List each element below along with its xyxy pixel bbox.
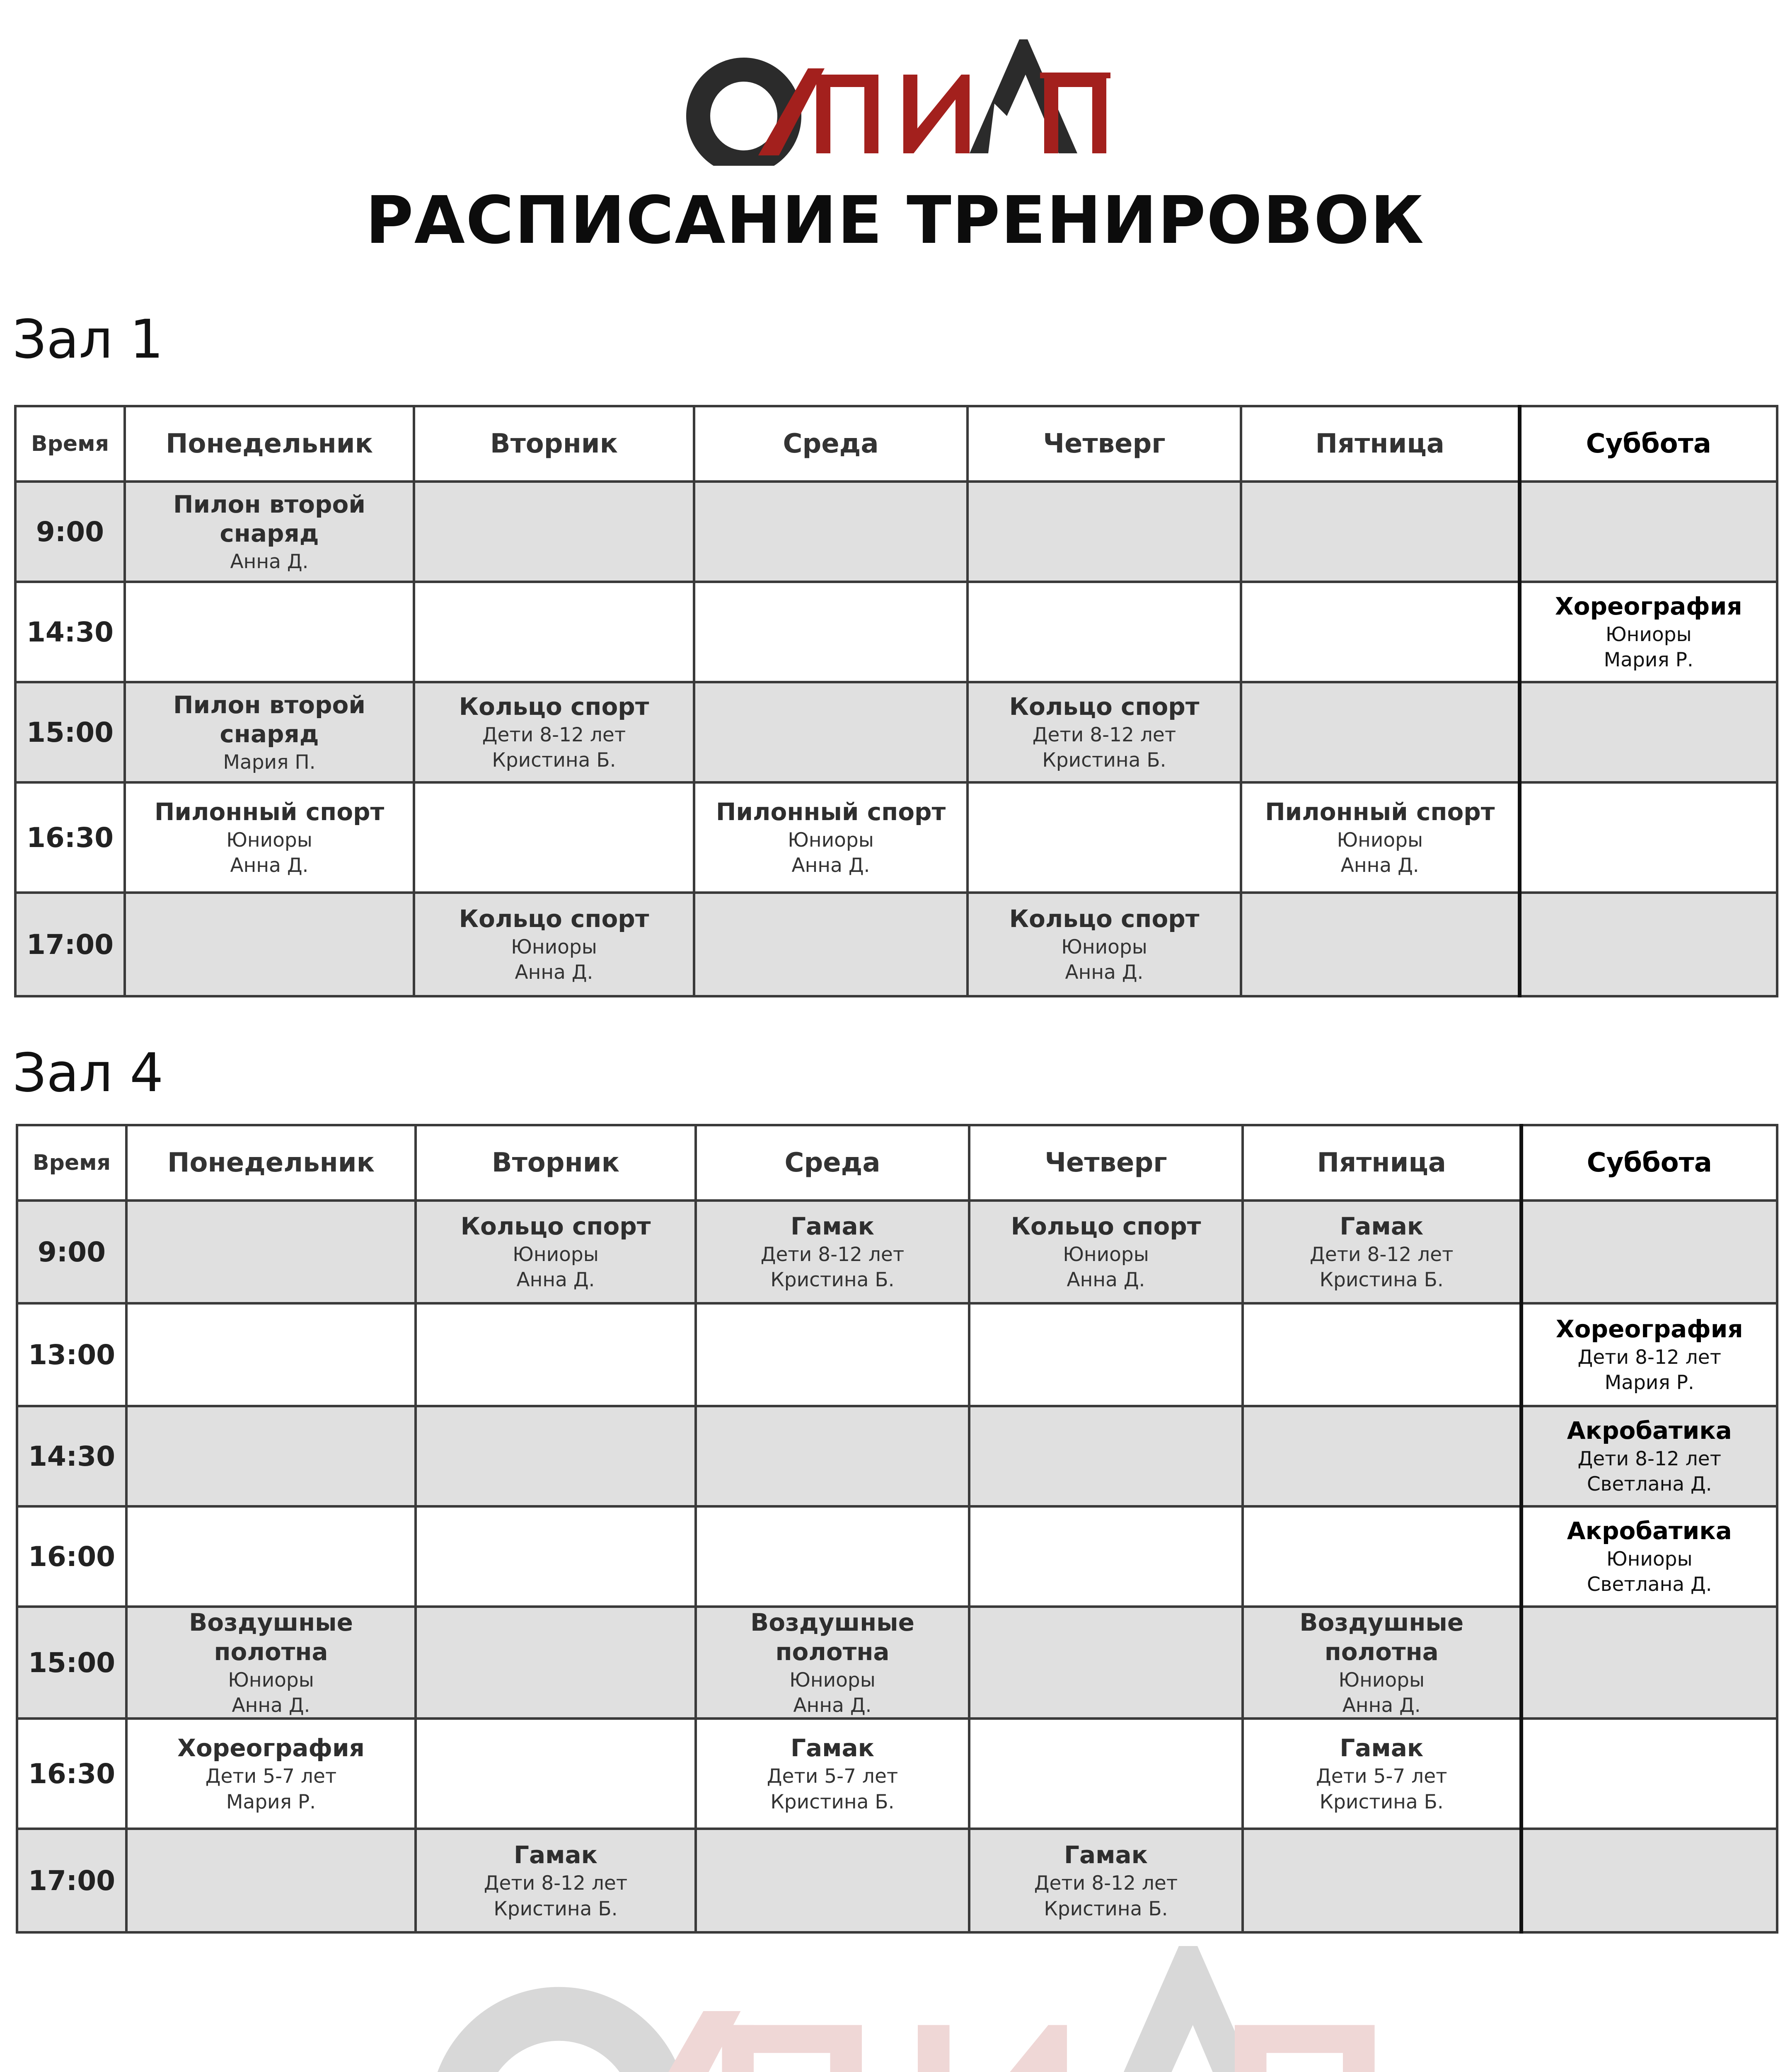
class-name: Хореография xyxy=(1555,592,1742,621)
table-row xyxy=(17,1201,1777,1303)
schedule-cell xyxy=(126,1829,416,1932)
schedule-cell xyxy=(1243,1406,1521,1506)
schedule-cell xyxy=(125,582,414,682)
schedule-cell xyxy=(969,1506,1243,1607)
class-group: Дети 5-7 лет xyxy=(767,1765,898,1788)
table-row xyxy=(17,1829,1777,1932)
header-time: Время xyxy=(17,1125,126,1201)
time-cell: 13:00 xyxy=(17,1303,126,1406)
class-entry xyxy=(701,1608,964,1717)
time-cell: 17:00 xyxy=(15,893,125,996)
schedule-cell xyxy=(126,1719,416,1829)
class-name: Хореография xyxy=(177,1734,365,1762)
class-entry xyxy=(132,1608,410,1717)
schedule-cell xyxy=(414,893,694,996)
class-group: Дети 8-12 лет xyxy=(1032,724,1176,747)
header-tuesday: Вторник xyxy=(414,406,694,482)
class-group: Дети 8-12 лет xyxy=(482,724,626,747)
schedule-cell xyxy=(416,1829,696,1932)
class-name: Пилонный спорт xyxy=(154,798,385,826)
class-entry xyxy=(973,692,1236,772)
hall-4-schedule-table xyxy=(16,1124,1778,1934)
class-trainer: Анна Д. xyxy=(230,550,309,574)
class-group: Юниоры xyxy=(1605,623,1692,646)
schedule-cell xyxy=(1243,1607,1521,1719)
olimp-logo-watermark-mark xyxy=(414,1923,1384,2072)
class-trainer: Кристина Б. xyxy=(770,1790,895,1813)
table-row xyxy=(15,582,1777,682)
schedule-cell xyxy=(694,482,968,582)
class-name: Кольцо спорт xyxy=(459,692,649,721)
class-trainer: Анна Д. xyxy=(793,1694,872,1717)
schedule-cell xyxy=(969,1719,1243,1829)
class-trainer: Анна Д. xyxy=(230,854,309,877)
schedule-cell xyxy=(1521,1829,1777,1932)
schedule-cell xyxy=(968,582,1241,682)
header-thursday: Четверг xyxy=(968,406,1241,482)
schedule-cell xyxy=(1241,682,1519,782)
time-cell: 15:00 xyxy=(15,682,125,782)
table-row xyxy=(15,482,1777,582)
class-group: Дети 8-12 лет xyxy=(484,1872,628,1895)
class-name: Гамак xyxy=(1340,1734,1424,1762)
class-entry xyxy=(701,1212,964,1292)
schedule-cell xyxy=(416,1607,696,1719)
schedule-cell xyxy=(969,1303,1243,1406)
class-group: Юниоры xyxy=(789,1668,876,1692)
time-cell: 14:30 xyxy=(15,582,125,682)
schedule-cell xyxy=(696,1406,969,1506)
schedule-cell xyxy=(1243,1719,1521,1829)
class-trainer: Кристина Б. xyxy=(1042,749,1166,772)
table-row xyxy=(15,893,1777,996)
schedule-cell xyxy=(1521,1506,1777,1607)
class-name: Хореография xyxy=(1555,1315,1743,1343)
schedule-cell xyxy=(694,582,968,682)
schedule-cell xyxy=(969,1201,1243,1303)
class-name: Воздушные полотна xyxy=(750,1608,914,1666)
class-group: Юниоры xyxy=(1606,1548,1693,1571)
schedule-cell xyxy=(416,1719,696,1829)
class-entry xyxy=(1527,1416,1772,1496)
class-trainer: Кристина Б. xyxy=(1319,1268,1444,1292)
class-trainer: Анна Д. xyxy=(516,1268,595,1292)
time-cell: 15:00 xyxy=(17,1607,126,1719)
class-name: Воздушные полотна xyxy=(189,1608,353,1666)
schedule-cell xyxy=(126,1506,416,1607)
brand-logo-watermark xyxy=(414,1923,1384,2072)
time-cell: 14:30 xyxy=(17,1406,126,1506)
table-row xyxy=(15,682,1777,782)
schedule-cell xyxy=(416,1201,696,1303)
schedule-cell xyxy=(969,1406,1243,1506)
time-cell: 9:00 xyxy=(15,482,125,582)
class-name: Пилонный спорт xyxy=(1265,798,1495,826)
schedule-cell xyxy=(126,1607,416,1719)
class-name: Гамак xyxy=(790,1734,874,1762)
class-entry xyxy=(1527,1314,1772,1394)
page-title: РАСПИСАНИЕ ТРЕНИРОВОК xyxy=(365,182,1425,259)
schedule-cell xyxy=(968,482,1241,582)
class-trainer: Анна Д. xyxy=(1067,1268,1145,1292)
header-thursday: Четверг xyxy=(969,1125,1243,1201)
schedule-cell xyxy=(1241,782,1519,893)
schedule-cell xyxy=(125,893,414,996)
class-entry xyxy=(421,1212,690,1292)
table-row xyxy=(17,1303,1777,1406)
class-entry xyxy=(973,904,1236,984)
schedule-cell xyxy=(696,1829,969,1932)
schedule-cell xyxy=(1241,893,1519,996)
schedule-cell xyxy=(1521,1406,1777,1506)
schedule-cell xyxy=(696,1719,969,1829)
class-entry xyxy=(1246,797,1514,877)
class-entry xyxy=(1526,592,1772,672)
schedule-cell xyxy=(694,893,968,996)
schedule-cell xyxy=(414,682,694,782)
schedule-cell xyxy=(414,482,694,582)
class-entry xyxy=(1527,1516,1772,1596)
schedule-cell xyxy=(968,782,1241,893)
table-header-row xyxy=(17,1125,1777,1201)
class-name: Кольцо спорт xyxy=(459,905,649,933)
class-trainer: Кристина Б. xyxy=(1044,1897,1168,1920)
header-friday: Пятница xyxy=(1243,1125,1521,1201)
schedule-cell xyxy=(416,1303,696,1406)
schedule-cell xyxy=(1241,582,1519,682)
class-group: Дети 8-12 лет xyxy=(1577,1346,1721,1369)
class-name: Воздушные полотна xyxy=(1299,1608,1464,1666)
class-name: Кольцо спорт xyxy=(1011,1212,1201,1241)
schedule-cell xyxy=(694,782,968,893)
schedule-cell xyxy=(969,1829,1243,1932)
class-entry xyxy=(699,797,962,877)
class-trainer: Анна Д. xyxy=(1342,1694,1421,1717)
schedule-cell xyxy=(1243,1829,1521,1932)
class-entry xyxy=(132,1733,410,1813)
class-name: Акробатика xyxy=(1567,1517,1732,1545)
class-group: Юниоры xyxy=(513,1243,599,1266)
class-group: Дети 8-12 лет xyxy=(1034,1872,1178,1895)
header-wednesday: Среда xyxy=(694,406,968,482)
schedule-cell xyxy=(126,1406,416,1506)
class-trainer: Анна Д. xyxy=(1065,961,1144,984)
schedule-cell xyxy=(696,1303,969,1406)
time-cell: 16:00 xyxy=(17,1506,126,1607)
schedule-cell xyxy=(969,1607,1243,1719)
header-monday: Понедельник xyxy=(126,1125,416,1201)
class-entry xyxy=(1248,1608,1515,1717)
class-group: Юниоры xyxy=(1061,936,1147,959)
time-cell: 16:30 xyxy=(17,1719,126,1829)
class-group: Юниоры xyxy=(1338,1668,1425,1692)
class-name: Пилон второй снаряд xyxy=(173,490,365,548)
schedule-cell xyxy=(414,582,694,682)
table-row xyxy=(15,782,1777,893)
schedule-cell xyxy=(1519,582,1777,682)
class-group: Дети 8-12 лет xyxy=(760,1243,905,1266)
schedule-cell xyxy=(1521,1201,1777,1303)
table-header-row xyxy=(15,406,1777,482)
class-trainer: Кристина Б. xyxy=(1319,1790,1444,1813)
class-trainer: Мария П. xyxy=(223,751,316,774)
class-name: Кольцо спорт xyxy=(1009,692,1200,721)
header-saturday: Суббота xyxy=(1521,1125,1777,1201)
class-trainer: Светлана Д. xyxy=(1587,1573,1712,1596)
schedule-cell xyxy=(416,1406,696,1506)
schedule-cell xyxy=(1521,1607,1777,1719)
table-row xyxy=(17,1607,1777,1719)
header-tuesday: Вторник xyxy=(416,1125,696,1201)
header-friday: Пятница xyxy=(1241,406,1519,482)
olimp-logo-mark xyxy=(680,29,1110,166)
header-time: Время xyxy=(15,406,125,482)
class-group: Юниоры xyxy=(788,829,874,852)
schedule-cell xyxy=(696,1506,969,1607)
class-name: Гамак xyxy=(1064,1841,1148,1869)
schedule-cell xyxy=(1241,482,1519,582)
time-cell: 17:00 xyxy=(17,1829,126,1932)
class-group: Дети 5-7 лет xyxy=(1316,1765,1447,1788)
schedule-cell xyxy=(125,782,414,893)
class-group: Дети 5-7 лет xyxy=(205,1765,337,1788)
hall-1-schedule-table xyxy=(14,405,1778,997)
schedule-cell xyxy=(1519,782,1777,893)
class-group: Юниоры xyxy=(1337,829,1423,852)
schedule-cell xyxy=(696,1201,969,1303)
class-name: Акробатика xyxy=(1567,1416,1732,1445)
class-group: Юниоры xyxy=(511,936,597,959)
class-group: Юниоры xyxy=(228,1668,314,1692)
class-name: Кольцо спорт xyxy=(1009,905,1200,933)
hall-4-title: Зал 4 xyxy=(12,1042,164,1104)
class-name: Пилонный спорт xyxy=(716,798,946,826)
class-group: Юниоры xyxy=(1063,1243,1149,1266)
class-entry xyxy=(421,1840,690,1920)
header-saturday: Суббота xyxy=(1519,406,1777,482)
class-entry xyxy=(419,692,689,772)
class-entry xyxy=(975,1840,1237,1920)
schedule-cell xyxy=(126,1303,416,1406)
class-trainer: Анна Д. xyxy=(232,1694,310,1717)
schedule-cell xyxy=(125,682,414,782)
class-trainer: Кристина Б. xyxy=(493,1897,618,1920)
class-trainer: Мария Р. xyxy=(1604,649,1693,672)
class-trainer: Анна Д. xyxy=(1340,854,1419,877)
class-entry xyxy=(1248,1733,1515,1813)
schedule-cell xyxy=(1521,1719,1777,1829)
table-row xyxy=(17,1406,1777,1506)
class-trainer: Светлана Д. xyxy=(1587,1473,1712,1496)
schedule-cell xyxy=(416,1506,696,1607)
brand-logo xyxy=(680,29,1110,166)
class-group: Юниоры xyxy=(226,829,312,852)
schedule-cell xyxy=(1243,1201,1521,1303)
class-trainer: Мария Р. xyxy=(226,1790,316,1813)
schedule-cell xyxy=(125,482,414,582)
header-monday: Понедельник xyxy=(125,406,414,482)
schedule-cell xyxy=(414,782,694,893)
table-row xyxy=(17,1506,1777,1607)
class-entry xyxy=(975,1212,1237,1292)
class-entry xyxy=(419,904,689,984)
class-name: Пилон второй снаряд xyxy=(173,690,365,748)
class-trainer: Анна Д. xyxy=(515,961,593,984)
class-entry xyxy=(130,490,409,574)
time-cell: 16:30 xyxy=(15,782,125,893)
class-group: Дети 8-12 лет xyxy=(1310,1243,1454,1266)
schedule-cell xyxy=(696,1607,969,1719)
schedule-cell xyxy=(126,1201,416,1303)
header-wednesday: Среда xyxy=(696,1125,969,1201)
class-trainer: Кристина Б. xyxy=(492,749,616,772)
schedule-cell xyxy=(968,682,1241,782)
table-row xyxy=(17,1719,1777,1829)
class-entry xyxy=(701,1733,964,1813)
schedule-cell xyxy=(968,893,1241,996)
class-trainer: Мария Р. xyxy=(1604,1371,1694,1394)
class-name: Гамак xyxy=(513,1841,597,1869)
class-name: Гамак xyxy=(1340,1212,1424,1241)
class-group: Дети 8-12 лет xyxy=(1577,1447,1721,1471)
class-name: Гамак xyxy=(790,1212,874,1241)
time-cell: 9:00 xyxy=(17,1201,126,1303)
class-name: Кольцо спорт xyxy=(460,1212,651,1241)
schedule-cell xyxy=(1519,893,1777,996)
schedule-cell xyxy=(694,682,968,782)
class-entry xyxy=(130,797,409,877)
schedule-cell xyxy=(1243,1506,1521,1607)
schedule-cell xyxy=(1519,682,1777,782)
class-entry xyxy=(1248,1212,1515,1292)
class-entry xyxy=(130,690,409,775)
class-trainer: Анна Д. xyxy=(791,854,870,877)
hall-1-title: Зал 1 xyxy=(12,309,164,370)
schedule-cell xyxy=(1519,482,1777,582)
schedule-cell xyxy=(1521,1303,1777,1406)
schedule-cell xyxy=(1243,1303,1521,1406)
class-trainer: Кристина Б. xyxy=(770,1268,895,1292)
